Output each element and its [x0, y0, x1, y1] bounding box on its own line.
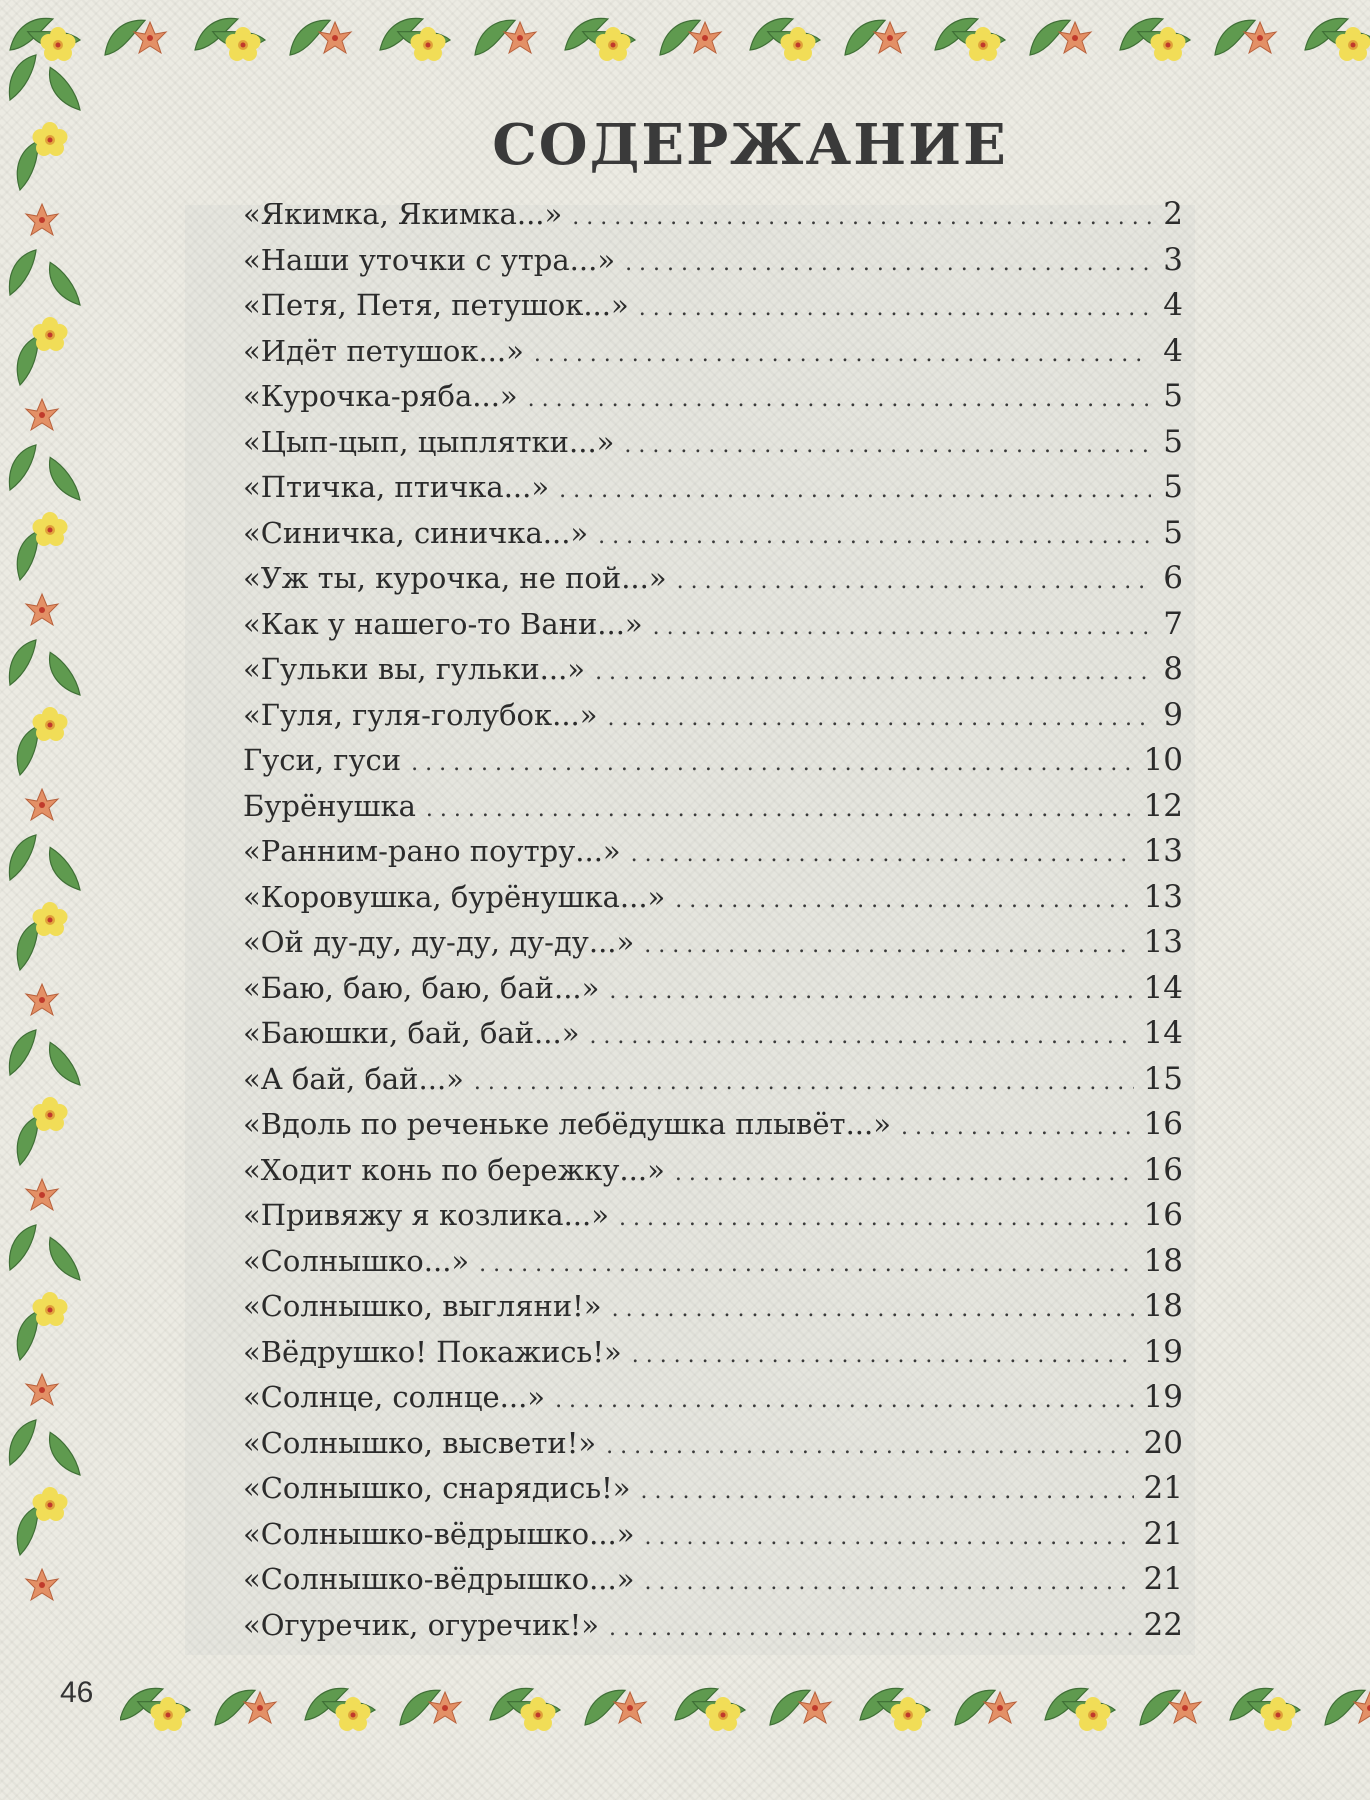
toc-leader-dots [612, 1287, 1134, 1333]
toc-entry-page: 21 [1143, 1470, 1183, 1506]
toc-entry-title: «Ой ду-ду, ду-ду, ду-ду...» [243, 925, 635, 959]
toc-entry-title: «Гуля, гуля-голубок...» [243, 697, 598, 732]
toc-entry-title: «Огуречик, огуречик!» [243, 1607, 600, 1642]
toc-entry [243, 1466, 1183, 1512]
toc-leader-dots [595, 650, 1151, 696]
toc-entry [243, 374, 1183, 420]
page-number: 46 [60, 1676, 94, 1709]
toc-entry-title: «Вдоль по реченьке лебёдушка плывёт...» [243, 1107, 891, 1141]
toc-entry-title: «Уж ты, курочка, не пой...» [243, 561, 667, 595]
toc-entry [243, 1057, 1183, 1103]
toc-entry-page: 2 [1163, 196, 1183, 232]
toc-entry-page: 13 [1143, 878, 1183, 915]
toc-entry [243, 784, 1183, 830]
toc-entry [243, 420, 1183, 466]
toc-entry-page: 10 [1143, 742, 1183, 778]
toc-leader-dots [528, 377, 1151, 423]
toc-entry-title: «Солнышко-вёдрышко...» [243, 1562, 635, 1596]
toc-leader-dots [645, 1560, 1134, 1606]
toc-entry [243, 602, 1183, 648]
toc-entry [243, 1512, 1183, 1558]
toc-entry-title: «Петя, Петя, петушок...» [243, 288, 629, 322]
toc-entry-page: 15 [1143, 1060, 1183, 1097]
toc-entry [243, 1603, 1183, 1649]
toc-leader-dots [589, 1014, 1133, 1060]
toc-leader-dots [598, 514, 1151, 560]
toc-entry [243, 966, 1183, 1012]
toc-entry-page: 16 [1143, 1197, 1183, 1233]
toc-leader-dots [677, 559, 1151, 605]
toc-entry-page: 4 [1163, 332, 1183, 369]
toc-entry-title: «Коровушка, бурёнушка...» [243, 879, 666, 914]
toc-leader-dots [426, 787, 1134, 833]
toc-entry-title: «Солнышко, высвети!» [243, 1425, 597, 1460]
toc-leader-dots [644, 923, 1133, 969]
toc-entry-page: 22 [1143, 1606, 1183, 1643]
toc-leader-dots [479, 1242, 1133, 1288]
toc-entry-page: 14 [1143, 1015, 1183, 1051]
toc-entry-title: «Солнышко, снарядись!» [243, 1471, 631, 1505]
toc-entry-title: «Солнышко...» [243, 1243, 470, 1278]
toc-entry-title: «Гульки вы, гульки...» [243, 652, 586, 686]
toc-entry [243, 511, 1183, 557]
toc-entry [243, 556, 1183, 602]
toc-leader-dots [555, 1378, 1133, 1424]
toc-entry-title: Бурёнушка [243, 788, 416, 823]
toc-entry-title: «Баюшки, бай, бай...» [243, 1016, 580, 1050]
toc-entry-title: Гуси, гуси [243, 743, 402, 777]
toc-leader-dots [534, 332, 1151, 378]
toc-entry-page: 5 [1163, 423, 1183, 460]
toc-entry [243, 693, 1183, 739]
toc-entry-page: 18 [1143, 1288, 1183, 1324]
floral-border-top [0, 0, 1370, 95]
toc-entry-title: «Как у нашего-то Вани...» [243, 606, 643, 641]
toc-entry [243, 283, 1183, 329]
toc-entry-page: 21 [1143, 1561, 1183, 1597]
toc-entry-title: «Наши уточки с утра...» [243, 242, 616, 277]
toc-entry-page: 5 [1163, 378, 1183, 414]
toc-entry [243, 1421, 1183, 1467]
toc-entry-title: «Якимка, Якимка...» [243, 197, 563, 231]
toc-leader-dots [572, 195, 1151, 241]
toc-entry-page: 12 [1143, 787, 1183, 824]
toc-entry-title: «Идёт петушок...» [243, 333, 524, 368]
toc-entry-page: 3 [1163, 241, 1183, 278]
toc-entry-title: «Вёдрушко! Покажись!» [243, 1334, 622, 1369]
toc-entry-page: 5 [1163, 514, 1183, 551]
toc-entry [243, 1193, 1183, 1239]
toc-entry-page: 13 [1143, 924, 1183, 960]
toc-entry-page: 8 [1163, 651, 1183, 687]
toc-entry-page: 19 [1143, 1379, 1183, 1415]
toc-entry-page: 7 [1163, 605, 1183, 642]
toc-entry [243, 738, 1183, 784]
toc-leader-dots [608, 696, 1151, 742]
toc-entry [243, 647, 1183, 693]
toc-entry [243, 920, 1183, 966]
toc-entry-title: «Ранним-рано поутру...» [243, 834, 621, 868]
toc-leader-dots [411, 741, 1133, 787]
toc-leader-dots [624, 423, 1151, 469]
toc-entry [243, 192, 1183, 238]
toc-entry-title: «Привяжу я козлика...» [243, 1198, 609, 1232]
toc-leader-dots [645, 1515, 1134, 1561]
toc-leader-dots [474, 1060, 1134, 1106]
toc-leader-dots [609, 1606, 1134, 1652]
toc-entry-title: «Курочка-ряба...» [243, 379, 518, 413]
toc-leader-dots [675, 1151, 1134, 1197]
toc-entry-page: 6 [1163, 560, 1183, 596]
toc-entry-page: 4 [1163, 287, 1183, 323]
toc-entry-title: «Ходит конь по бережку...» [243, 1152, 665, 1187]
toc-leader-dots [639, 286, 1151, 332]
toc-entry-title: «Синичка, синичка...» [243, 515, 589, 550]
toc-entry-title: «Баю, баю, баю, бай...» [243, 970, 600, 1005]
toc-leader-dots [901, 1105, 1134, 1151]
toc-entry-page: 9 [1163, 696, 1183, 733]
toc-entry-page: 19 [1143, 1333, 1183, 1370]
toc-entry [243, 875, 1183, 921]
floral-border-left-art [0, 0, 100, 1690]
toc-entry [243, 1239, 1183, 1285]
toc-entry [243, 1284, 1183, 1330]
toc-entry [243, 1557, 1183, 1603]
toc-entry-title: «Солнышко-вёдрышко...» [243, 1516, 635, 1551]
floral-border-top-art [0, 0, 1370, 95]
toc-entry [243, 1102, 1183, 1148]
toc-entry-title: «Солнце, солнце...» [243, 1380, 546, 1414]
toc-leader-dots [619, 1196, 1134, 1242]
toc-entry [243, 1375, 1183, 1421]
toc-entry-page: 18 [1143, 1242, 1183, 1279]
toc-entry [243, 238, 1183, 284]
toc-entry-page: 5 [1163, 469, 1183, 505]
toc-entry-page: 14 [1143, 969, 1183, 1006]
floral-border-bottom-art [120, 1670, 1370, 1760]
toc-leader-dots [631, 832, 1134, 878]
toc-entry-title: «Солнышко, выгляни!» [243, 1289, 602, 1323]
toc-leader-dots [641, 1469, 1134, 1515]
toc-entry [243, 829, 1183, 875]
toc-entry-page: 21 [1143, 1515, 1183, 1552]
toc-leader-dots [653, 605, 1151, 651]
toc-entry [243, 329, 1183, 375]
toc-entry [243, 1011, 1183, 1057]
toc-leader-dots [632, 1333, 1134, 1379]
toc-entry [243, 1330, 1183, 1376]
toc-entry-page: 13 [1143, 833, 1183, 869]
toc-leader-dots [625, 241, 1151, 287]
toc-entry-page: 20 [1143, 1424, 1183, 1461]
floral-border-bottom [120, 1670, 1370, 1760]
toc-leader-dots [606, 1424, 1133, 1470]
toc-entry-page: 16 [1143, 1106, 1183, 1142]
toc-entry-title: «А бай, бай...» [243, 1061, 464, 1096]
toc-leader-dots [609, 969, 1133, 1015]
toc-leader-dots [559, 468, 1151, 514]
toc-entry [243, 1148, 1183, 1194]
toc-entry-title: «Цып-цып, цыплятки...» [243, 424, 615, 459]
toc-entry-title: «Птичка, птичка...» [243, 470, 550, 504]
toc-leader-dots [675, 878, 1133, 924]
page-title: СОДЕРЖАНИЕ [492, 112, 1008, 178]
toc-entry-page: 16 [1143, 1151, 1183, 1188]
floral-border-left [0, 0, 100, 1690]
toc-entry [243, 465, 1183, 511]
table-of-contents [243, 192, 1183, 1648]
